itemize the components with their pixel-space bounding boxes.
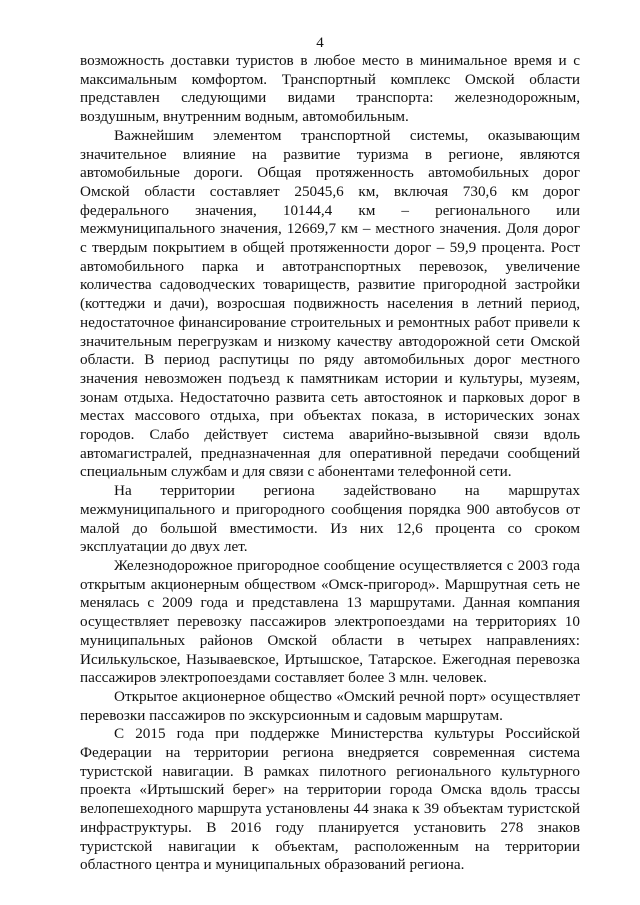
- paragraph-tourist-navigation: С 2015 года при поддержке Министерства культуры Российской Федерации на территории региона внедряется современная система туристской навигации. В рамках пилотного регионального культурного проекта «Иртышский берег» на территории города Омска вдоль трассы велопешеходного маршрута установлены 44 знака к 39 объектам туристской инфраструктуры. В 2016 году планируется установить 278 знаков туристской навигации к объектам, расположенным на территории областного центра и муниципальных образований региона.: [80, 725, 580, 874]
- page-number: 4: [316, 35, 324, 51]
- paragraph-transport-intro: возможность доставки туристов в любое место в минимальное время и с максимальным комфортом. Транспортный комплекс Омской области представлен следующими видами транспорта: железнодорожным, воздушным, внутренним водным, автомобильным.: [80, 52, 580, 126]
- body-text: [80, 52, 580, 875]
- paragraph-railway: Железнодорожное пригородное сообщение осуществляется с 2003 года открытым акционерным обществом «Омск-пригород». Маршрутная сеть не менялась с 2009 года и представлена 13 маршрутами. Данная компания осуществляет перевозку пассажиров электропоездами на территориях 10 муниципальных районов Омской области в четырех направлениях: Исилькульское, Называевское, Иртышское, Татарское. Ежегодная перевозка пассажиров электропоездами составляет более 3 млн. человек.: [80, 556, 580, 687]
- paragraph-roads: Важнейшим элементом транспортной системы, оказывающим значительное влияние на развитие туризма в регионе, являются автомобильные дороги. Общая протяженность автомобильных дорог Омской области составляет 25045,6 км, включая 730,6 км дорог федерального значения, 10144,4 км – регионального или межмуниципального значения, 12669,7 км – местного значения. Доля дорог с твердым покрытием в общей протяженности дорог – 59,9 процента. Рост автомобильного парка и автотранспортных перевозок, увеличение количества садоводческих товариществ, развитие пригородной застройки (коттеджи и дачи), возросшая подвижность населения в летний период, недостаточное финансирование строительных и ремонтных работ привели к значительным перегрузкам и низкому качеству автодорожной сети Омской области. В период распутицы по ряду автомобильных дорог местного значения невозможен подъезд к памятникам истории и культуры, музеям, зонам отдыха. Недостаточно развита сеть автостоянок и парковых дорог в местах массового отдыха, при объектах показа, в исторических зонах городов. Слабо действует система аварийно-вызывной связи вдоль автомагистралей, предназначенная для оперативной передачи сообщений специальным службам и для связи с абонентами телефонной сети.: [80, 126, 580, 481]
- paragraph-river-port: Открытое акционерное общество «Омский речной порт» осуществляет перевозки пассажиров по экскурсионным и садовым маршрутам.: [80, 687, 580, 724]
- paragraph-buses: На территории региона задействовано на маршрутах межмуниципального и пригородного сообщения порядка 900 автобусов от малой до большой вместимости. Из них 12,6 процента со сроком эксплуатации до двух лет.: [80, 482, 580, 556]
